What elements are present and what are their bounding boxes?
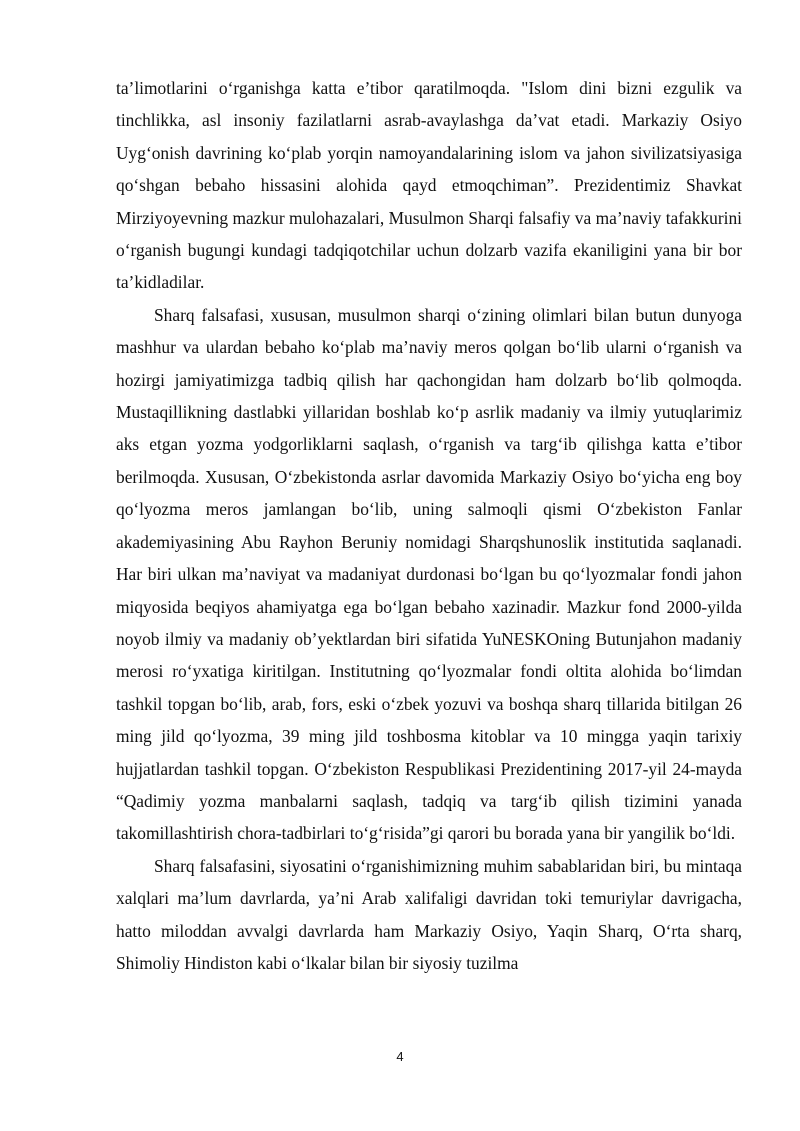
page-number: 4 (396, 1049, 404, 1064)
body-text (116, 72, 742, 979)
paragraph-3: Sharq falsafasini, siyosatini o‘rganishimizning muhim sabablaridan biri, bu mintaqa xalqlari ma’lum davrlarda, ya’ni Arab xalifaligi davridan toki temuriylar davrigacha, hatto miloddan avvalgi davrlarda ham Markaziy Osiyo, Yaqin Sharq, O‘rta sharq, Shimoliy Hindiston kabi o‘lkalar bilan bir siyosiy tuzilma (116, 855, 742, 973)
paragraph-2: Sharq falsafasi, xususan, musulmon sharqi o‘zining olimlari bilan butun dunyoga mashhur va ulardan bebaho ko‘plab ma’naviy meros qolgan bo‘lib ularni o‘rganish va hozirgi jamiyatimizga tadbiq qilish har qachongidan ham dolzarb bo‘lib qolmoqda. Mustaqillikning dastlabki yillaridan boshlab ko‘p asrlik madaniy va ilmiy yutuqlarimiz aks etgan yozma yodgorliklarni saqlash, o‘rganish va targ‘ib qilishga katta e’tibor berilmoqda. Xususan, O‘zbekistonda asrlar davomida Markaziy Osiyo bo‘yicha eng boy qo‘lyozma meros jamlangan bo‘lib, uning salmoqli qismi O‘zbekiston Fanlar akademiyasining Abu Rayhon Beruniy nomidagi Sharqshunoslik institutida saqlanadi. Har biri ulkan ma’naviyat va madaniyat durdonasi bo‘lgan bu qo‘lyozmalar fondi jahon miqyosida beqiyos ahamiyatga ega bo‘lgan bebaho xazinadir. Mazkur fond 2000-yilda noyob ilmiy va madaniy ob’yektlardan biri sifatida YuNESKOning Butunjahon madaniy merosi ro‘yxatiga kiritilgan. Institutning qo‘lyozmalar fondi oltita alohida bo‘limdan tashkil topgan bo‘lib, arab, fors, eski o‘zbek yozuvi va boshqa sharq tillarida bitilgan 26 ming jild qo‘lyozma, 39 ming jild toshbosma kitoblar va 10 mingga yaqin tarixiy hujjatlardan tashkil topgan. O‘zbekiston Respublikasi Prezidentining 2017-yil 24-mayda “Qadimiy yozma manbalarni saqlash, tadqiq va targ‘ib qilish tizimini yanada takomillashtirish chora-tadbirlari to‘g‘risida”gi qarori bu borada yana bir yangilik bo‘ldi. (116, 304, 742, 844)
paragraph-1: ta’limotlarini o‘rganishga katta e’tibor qaratilmoqda. "Islom dini bizni ezgulik va tinchlikka, asl insoniy fazilatlarni asrab-avaylashga da’vat etadi. Markaziy Osiyo Uyg‘onish davrining ko‘plab yorqin namoyandalarining islom va jahon sivilizatsiyasiga qo‘shgan bebaho hissasini alohida qayd etmoqchiman”. Prezidentimiz Shavkat Mirziyoyevning mazkur mulohazalari, Musulmon Sharqi falsafiy va ma’naviy tafakkurini o‘rganish bugungi kundagi tadqiqotchilar uchun dolzarb vazifa ekaniligini yana bir bor ta’kidladilar. (116, 78, 742, 293)
